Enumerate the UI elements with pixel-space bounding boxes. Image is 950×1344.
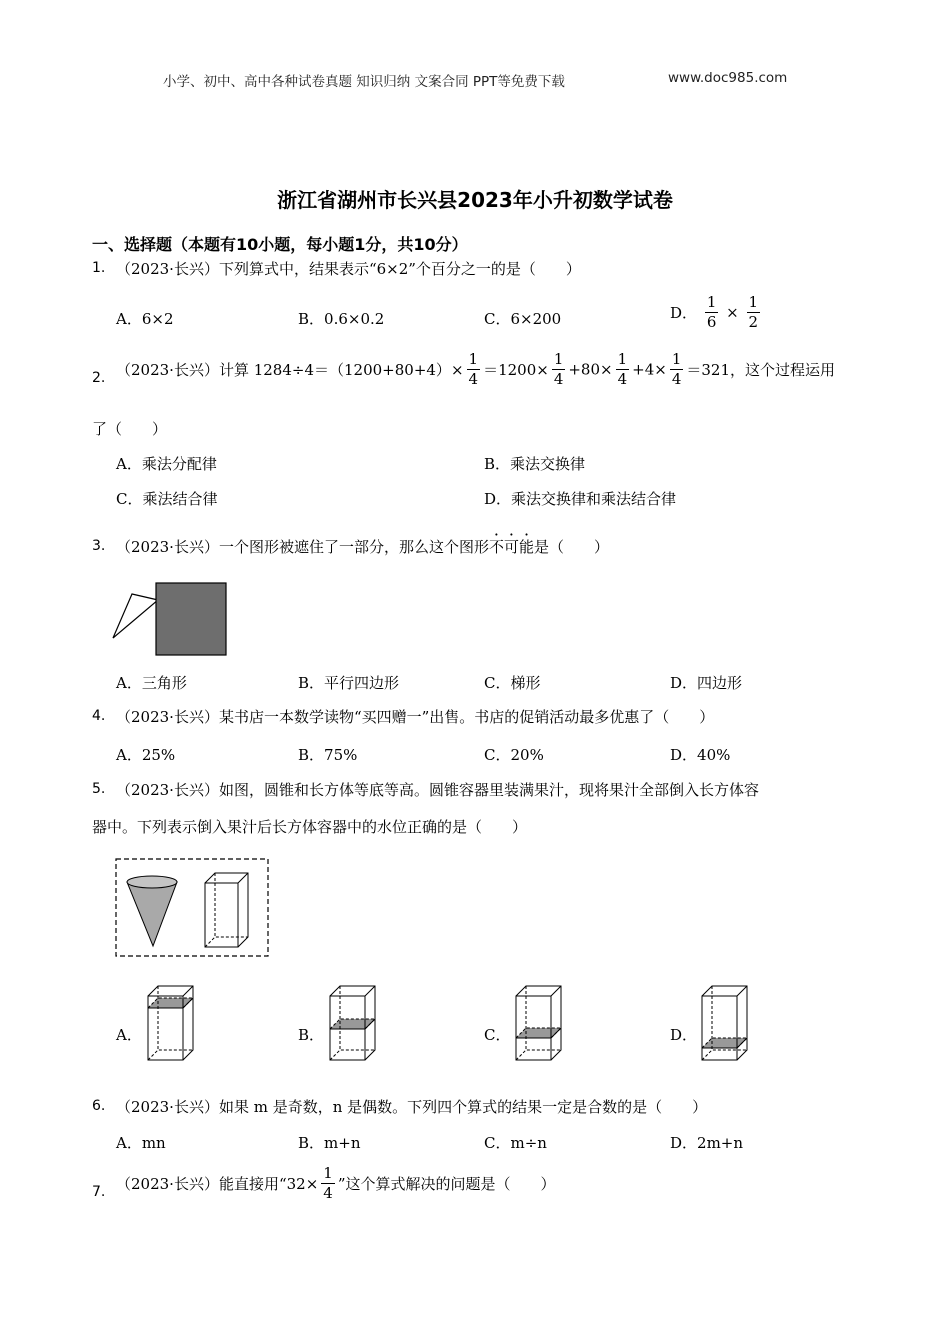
fraction xyxy=(670,352,684,387)
fraction-numerator: 1 xyxy=(553,350,564,368)
option-d[interactable]: D．四边形 xyxy=(670,674,743,692)
covered-shape-figure xyxy=(110,580,230,658)
question-number: 2. xyxy=(92,370,106,386)
text-segment: （2023·长兴）计算 1284÷4＝（1200+80+4）× xyxy=(116,361,464,379)
cuboid-level-b-figure[interactable] xyxy=(326,984,382,1064)
fraction-numerator: 1 xyxy=(617,350,628,368)
option-a[interactable]: A．三角形 xyxy=(116,674,187,692)
cuboid-level-a-figure[interactable] xyxy=(144,984,200,1064)
section-heading: 一、选择题（本题有10小题，每小题1分，共10分） xyxy=(92,235,468,254)
emphasis-char: 不 xyxy=(488,538,504,556)
emphasis-char: 可 xyxy=(503,538,519,556)
fraction xyxy=(552,352,566,387)
option-a[interactable]: A．6×2 xyxy=(116,310,174,328)
question-number: 6. xyxy=(92,1098,106,1114)
fraction-numerator: 1 xyxy=(323,1164,333,1182)
cuboid-level-c-figure[interactable] xyxy=(512,984,568,1064)
question-text: （2023·长兴）如果 m 是奇数，n 是偶数。下列四个算式的结果一定是合数的是（ ） xyxy=(116,1098,708,1116)
site-header-url[interactable]: www.doc985.com xyxy=(668,70,788,86)
cone-and-cuboid-figure xyxy=(115,858,270,958)
question-text xyxy=(116,1166,556,1201)
fraction-denominator: 2 xyxy=(748,313,759,331)
option-b[interactable]: B．0.6×0.2 xyxy=(298,310,385,328)
question-text: （2023·长兴）下列算式中，结果表示“6×2”个百分之一的是（ ） xyxy=(116,260,581,278)
emphasis-char: 能 xyxy=(518,538,534,556)
option-d[interactable]: D．40% xyxy=(670,746,731,764)
question-number: 1. xyxy=(92,260,106,276)
question-text xyxy=(116,352,835,387)
fraction-denominator: 4 xyxy=(553,370,564,388)
fraction xyxy=(747,295,761,330)
text-segment: （2023·长兴）能直接用“32× xyxy=(116,1175,319,1193)
option-b[interactable]: B． xyxy=(298,1026,325,1044)
text-segment: +80× xyxy=(568,360,613,379)
option-c[interactable]: C．m÷n xyxy=(484,1134,547,1152)
fraction-numerator: 1 xyxy=(468,350,479,368)
option-b[interactable]: B．75% xyxy=(298,746,358,764)
question-number: 4. xyxy=(92,708,106,724)
page-title: 浙江省湖州市长兴县2023年小升初数学试卷 xyxy=(277,188,673,212)
question-number: 5. xyxy=(92,781,106,797)
text-segment: （2023·长兴）一个图形被遮住了一部分，那么这个图形 xyxy=(116,538,489,556)
text-segment: ＝321，这个过程运用 xyxy=(686,361,836,379)
fraction xyxy=(467,352,481,387)
question-text-line2: 器中。下列表示倒入果汁后长方体容器中的水位正确的是（ ） xyxy=(92,818,528,836)
option-b[interactable]: B．乘法交换律 xyxy=(484,455,586,473)
fraction-numerator: 1 xyxy=(671,350,682,368)
text-segment: 是（ ） xyxy=(534,538,610,556)
text-segment: ＝1200× xyxy=(483,361,549,379)
question-number: 7. xyxy=(92,1184,106,1200)
text-segment: ”这个算式解决的问题是（ ） xyxy=(337,1175,556,1193)
option-d[interactable] xyxy=(670,295,763,330)
fraction-denominator: 4 xyxy=(323,1184,333,1202)
site-header-text: 小学、初中、高中各种试卷真题 知识归纳 文案合同 PPT等免费下载 xyxy=(163,74,565,90)
option-c[interactable]: C．乘法结合律 xyxy=(116,490,218,508)
question-text: （2023·长兴）某书店一本数学读物“买四赠一”出售。书店的促销活动最多优惠了（ ） xyxy=(116,708,715,726)
fraction xyxy=(616,352,630,387)
fraction-numerator: 1 xyxy=(706,293,717,311)
cuboid-level-d-figure[interactable] xyxy=(698,984,754,1064)
option-b[interactable]: B．m+n xyxy=(298,1134,361,1152)
question-number: 3. xyxy=(92,538,106,554)
option-a[interactable]: A．乘法分配律 xyxy=(116,455,217,473)
question-text xyxy=(116,536,609,557)
question-text-line2: 了（ ） xyxy=(92,420,168,438)
option-a[interactable]: A．mn xyxy=(116,1134,166,1152)
fraction-denominator: 6 xyxy=(706,313,717,331)
fraction-denominator: 4 xyxy=(671,370,682,388)
option-c[interactable]: C．20% xyxy=(484,746,544,764)
fraction-denominator: 4 xyxy=(617,370,628,388)
option-a[interactable]: A． xyxy=(116,1026,142,1044)
option-d-label: D． xyxy=(670,304,698,322)
option-c[interactable]: C．梯形 xyxy=(484,674,541,692)
option-d[interactable]: D．2m+n xyxy=(670,1134,744,1152)
fraction xyxy=(705,295,719,330)
text-segment: +4× xyxy=(632,360,667,379)
option-c[interactable]: C．6×200 xyxy=(484,310,562,328)
option-b[interactable]: B．平行四边形 xyxy=(298,674,400,692)
fraction-numerator: 1 xyxy=(748,293,759,311)
option-a[interactable]: A．25% xyxy=(116,746,176,764)
option-d[interactable]: D．乘法交换律和乘法结合律 xyxy=(484,490,677,508)
option-d[interactable]: D． xyxy=(670,1026,698,1044)
fraction xyxy=(321,1166,335,1201)
option-c[interactable]: C． xyxy=(484,1026,511,1044)
question-text: （2023·长兴）如图，圆锥和长方体等底等高。圆锥容器里装满果汁，现将果汁全部倒入长方体容 xyxy=(116,781,759,799)
times-sign: × xyxy=(726,303,739,322)
fraction-denominator: 4 xyxy=(468,370,479,388)
